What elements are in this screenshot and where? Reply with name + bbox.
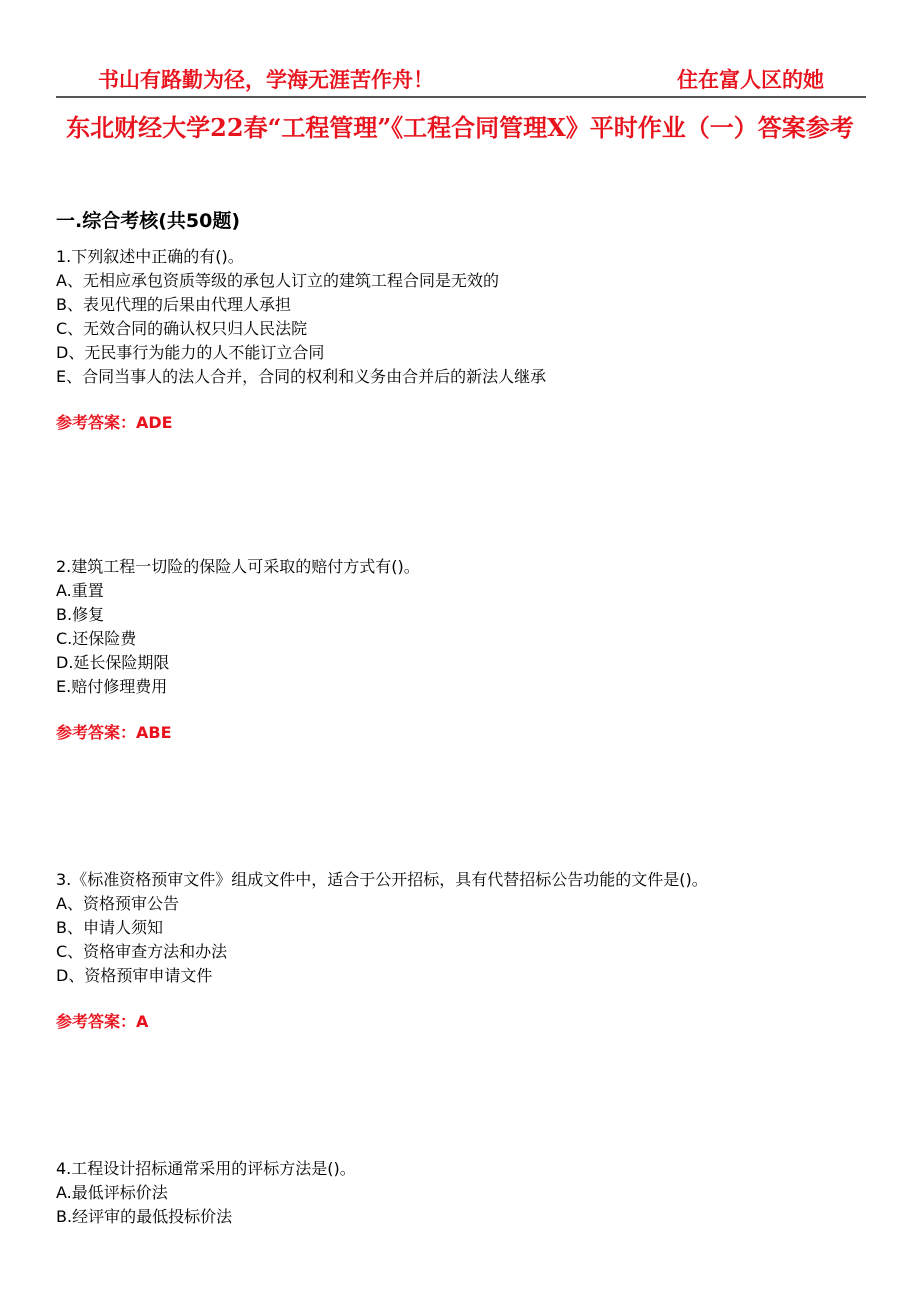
answer-label: 参考答案：ABE xyxy=(56,723,172,742)
question-option: E.赔付修理费用 xyxy=(56,677,168,696)
question-option: D、资格预审申请文件 xyxy=(56,966,213,985)
question-option: C、无效合同的确认权只归人民法院 xyxy=(56,319,308,338)
question-stem: 2.建筑工程一切险的保险人可采取的赔付方式有()。 xyxy=(56,557,420,576)
question-2 xyxy=(56,555,876,745)
section-title: 一.综合考核(共50题) xyxy=(56,210,241,232)
answer-label: 参考答案：ADE xyxy=(56,413,173,432)
question-option: C.还保险费 xyxy=(56,629,137,648)
question-stem: 1.下列叙述中正确的有()。 xyxy=(56,247,244,266)
header-author: 住在富人区的她 xyxy=(677,67,824,92)
question-option: E、合同当事人的法人合并，合同的权利和义务由合并后的新法人继承 xyxy=(56,367,547,386)
page-header xyxy=(56,62,866,98)
question-option: A.重置 xyxy=(56,581,104,600)
question-stem: 4.工程设计招标通常采用的评标方法是()。 xyxy=(56,1159,356,1178)
document-title: 东北财经大学22春“工程管理”《工程合同管理X》平时作业（一）答案参考 xyxy=(66,113,854,142)
question-3 xyxy=(56,868,876,1034)
question-option: B、申请人须知 xyxy=(56,918,163,937)
question-option: B.经评审的最低投标价法 xyxy=(56,1207,233,1226)
header-motto: 书山有路勤为径，学海无涯苦作舟！ xyxy=(98,67,434,92)
answer-label: 参考答案：A xyxy=(56,1012,149,1031)
question-option: B.修复 xyxy=(56,605,105,624)
question-4 xyxy=(56,1157,876,1229)
question-option: D.延长保险期限 xyxy=(56,653,170,672)
question-option: D、无民事行为能力的人不能订立合同 xyxy=(56,343,325,362)
question-option: B、表见代理的后果由代理人承担 xyxy=(56,295,291,314)
question-option: A.最低评标价法 xyxy=(56,1183,168,1202)
question-stem: 3.《标准资格预审文件》组成文件中，适合于公开招标，具有代替招标公告功能的文件是()。 xyxy=(56,870,708,889)
question-option: A、无相应承包资质等级的承包人订立的建筑工程合同是无效的 xyxy=(56,271,499,290)
question-option: A、资格预审公告 xyxy=(56,894,179,913)
question-option: C、资格审查方法和办法 xyxy=(56,942,228,961)
question-1 xyxy=(56,245,876,435)
